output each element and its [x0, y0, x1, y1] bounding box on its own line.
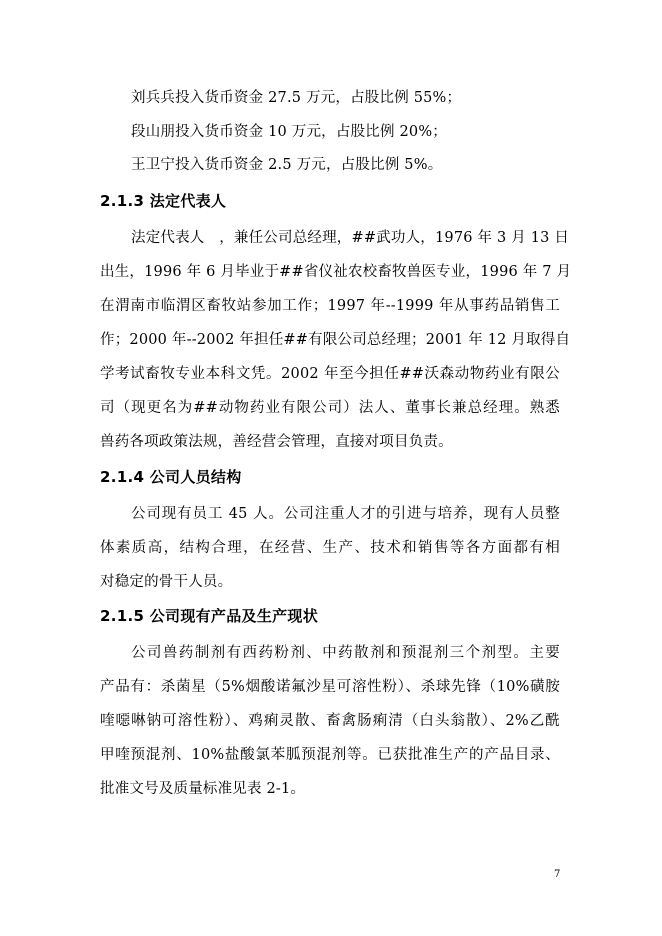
- section-heading-staff: 2.1.4 公司人员结构: [100, 468, 242, 486]
- legal-rep-line-6: 司（现更名为##动物药业有限公司）法人、董事长兼总经理。熟悉: [100, 400, 560, 416]
- shareholder-line-1: 刘兵兵投入货币资金 27.5 万元，占股比例 55%；: [131, 90, 462, 106]
- products-line-5: 批准文号及质量标准见表 2-1。: [100, 781, 306, 797]
- section-heading-legal-rep: 2.1.3 法定代表人: [100, 192, 227, 210]
- staff-line-3: 对稳定的骨干人员。: [100, 574, 233, 590]
- products-line-4: 甲喹预混剂、10%盐酸氯苯胍预混剂等。已获批准生产的产品目录、: [100, 747, 560, 763]
- legal-rep-line-5: 学考试畜牧专业本科文凭。2002 年至今担任##沃森动物药业有限公: [100, 366, 560, 382]
- legal-rep-line-4: 作；2000 年--2002 年担任##有限公司总经理；2001 年 12 月取得自: [100, 332, 571, 348]
- shareholder-line-3: 王卫宁投入货币资金 2.5 万元，占股比例 5%。: [131, 157, 443, 173]
- staff-line-2: 体素质高，结构合理，在经营、生产、技术和销售等各方面都有相: [100, 540, 560, 556]
- products-line-1: 公司兽药制剂有西药粉剂、中药散剂和预混剂三个剂型。主要: [131, 645, 560, 661]
- staff-line-1: 公司现有员工 45 人。公司注重人才的引进与培养，现有人员整: [131, 506, 560, 522]
- products-line-2: 产品有：杀菌星（5%烟酸诺氟沙星可溶性粉）、杀球先锋（10%磺胺: [100, 679, 560, 695]
- legal-rep-line-3: 在渭南市临渭区畜牧站参加工作；1997 年--1999 年从事药品销售工: [100, 298, 560, 314]
- legal-rep-line-2: 出生，1996 年 6 月毕业于##省仪祉农校畜牧兽医专业，1996 年 7 月: [100, 264, 572, 280]
- legal-rep-line-7: 兽药各项政策法规，善经营会管理，直接对项目负责。: [100, 434, 453, 450]
- legal-rep-line-1: 法定代表人 ，兼任公司总经理，##武功人，1976 年 3 月 13 日: [131, 230, 570, 246]
- section-heading-products: 2.1.5 公司现有产品及生产现状: [100, 607, 319, 625]
- shareholder-line-2: 段山朋投入货币资金 10 万元，占股比例 20%；: [131, 124, 448, 140]
- products-line-3: 喹噁啉钠可溶性粉）、鸡痢灵散、畜禽肠痢清（白头翁散）、2%乙酰: [100, 713, 560, 729]
- page-number: 7: [554, 869, 561, 880]
